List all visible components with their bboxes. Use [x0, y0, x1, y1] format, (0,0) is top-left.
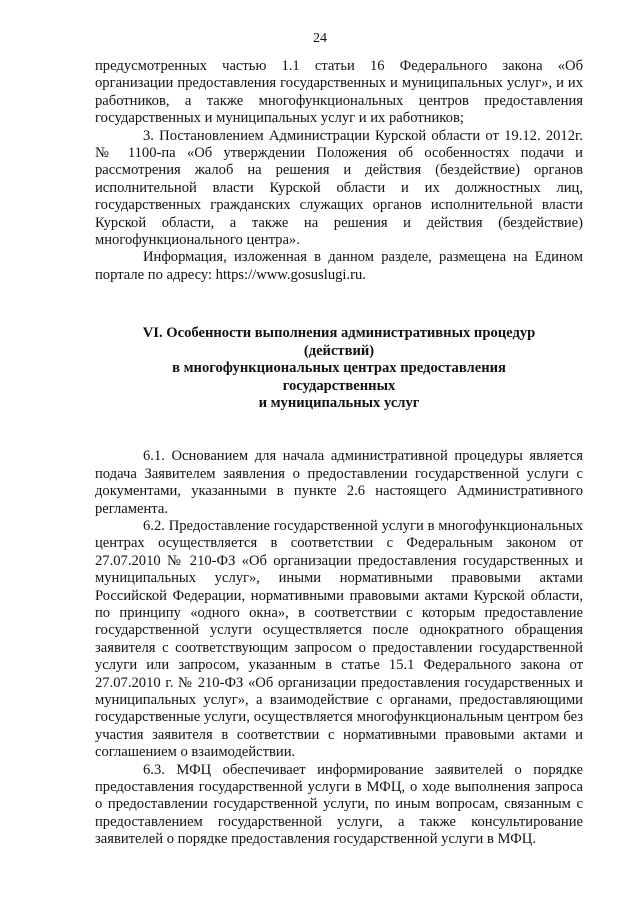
- section-heading-line: (действий): [303, 342, 375, 359]
- page-number: 24: [313, 31, 327, 46]
- section-heading-line: VI. Особенности выполнения административных процедур: [142, 325, 536, 342]
- section-heading-line: в многофункциональных центрах предоставления: [172, 360, 506, 377]
- paragraph-continuation: предусмотренных частью 1.1 статьи 16 Федерального закона «Об организации предоставления государственных и муниципальных услуг», и их работников, а также многофункциональных центров предоставления государственных и муниципальных услуг и их работников;: [95, 58, 583, 127]
- section-heading-line: государственных: [282, 377, 396, 394]
- paragraph-6-3: 6.3. МФЦ обеспечивает информирование заявителей о порядке предоставления государственной услуги в МФЦ, о ходе выполнения запроса о предоставлении государственной услуги, по иным вопросам, связанным с предоставлением государственной услуги, а также консультирование заявителей о порядке предоставления государственной услуги в МФЦ.: [95, 761, 583, 848]
- paragraph-6-2: 6.2. Предоставление государственной услуги в многофункциональных центрах осуществляется в соответствии с Федеральным законом от 27.07.2010 № 210-ФЗ «Об организации предоставления государственных и муниципальных услуг», иными нормативными правовыми актами Российской Федерации, нормативными правовыми актами Курской области, по принципу «одного окна», в соответствии с которым предоставление государственной услуги осуществляется после однократного обращения заявителя с соответствующим запросом о предоставлении государственной услуги или запросом, указанным в статье 15.1 Федерального закона от 27.07.2010 г. № 210-ФЗ «Об организации предоставления государственных и муниципальных услуг», а взаимодействие с органами, предоставляющими государственные услуги, осуществляется многофункциональным центром без участия заявителя в соответствии с нормативными правовыми актами и соглашением о взаимодействии.: [95, 517, 583, 761]
- paragraph-item-3: 3. Постановлением Администрации Курской области от 19.12. 2012г. № 1100-па «Об утверждении Положения об особенностях подачи и рассмотрения жалоб на решения и действия (бездействие) органов исполнительной власти Курской области и их должностных лиц, государственных гражданских служащих органов исполнительной власти Курской области, а также на решения и действия (бездействие) многофункционального центра».: [95, 127, 583, 249]
- section-heading-line: и муниципальных услуг: [258, 394, 420, 411]
- section-heading: [95, 325, 583, 412]
- document-body: [95, 58, 583, 849]
- paragraph-6-1: 6.1. Основанием для начала административной процедуры является подача Заявителем заявления о предоставлении государственной услуги с документами, указанными в пункте 2.6 настоящего Административного регламента.: [95, 448, 583, 517]
- paragraph-info: Информация, изложенная в данном разделе, размещена на Едином портале по адресу: https://www.gosuslugi.ru.: [95, 249, 583, 283]
